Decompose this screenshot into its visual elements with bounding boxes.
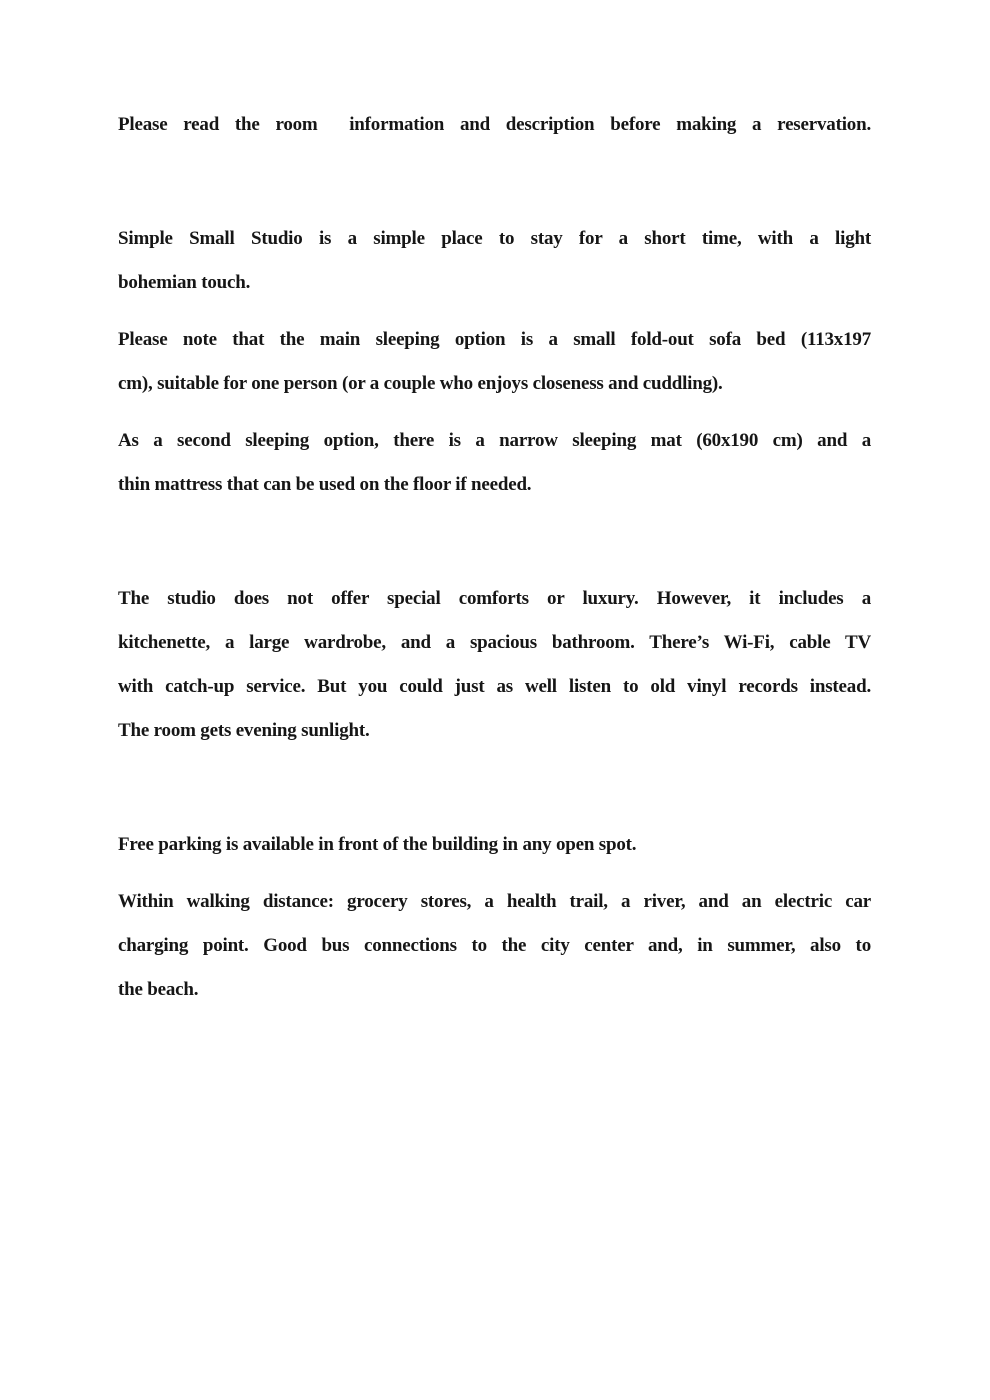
- text-line: cm), suitable for one person (or a couple who enjoys closeness and cuddling).: [118, 373, 723, 394]
- text-line: The studio does not offer special comforts or luxury. However, it includes a: [118, 588, 871, 609]
- text-line: As a second sleeping option, there is a narrow sleeping mat (60x190 cm) and a: [118, 430, 871, 451]
- text-line: Within walking distance: grocery stores, a health trail, a river, and an electric car: [118, 891, 871, 912]
- text-line: thin mattress that can be used on the floor if needed.: [118, 474, 532, 495]
- text-line: bohemian touch.: [118, 272, 251, 293]
- text-line: Free parking is available in front of the building in any open spot.: [118, 834, 637, 855]
- text-line: Please read the room information and description before making a reservation.: [118, 114, 871, 135]
- paragraph: [118, 103, 871, 147]
- text-line: kitchenette, a large wardrobe, and a spacious bathroom. There’s Wi-Fi, cable TV: [118, 632, 871, 653]
- paragraph: [118, 577, 871, 753]
- paragraph: [118, 880, 871, 1012]
- paragraph: [118, 217, 871, 305]
- text-line: The room gets evening sunlight.: [118, 720, 370, 741]
- section-location: [118, 823, 871, 1012]
- text-line: charging point. Good bus connections to the city center and, in summer, also to: [118, 935, 871, 956]
- paragraph: [118, 823, 871, 867]
- paragraph: [118, 318, 871, 406]
- text-line: the beach.: [118, 979, 199, 1000]
- paragraph: [118, 419, 871, 507]
- section-intro: [118, 103, 871, 147]
- text-line: Simple Small Studio is a simple place to stay for a short time, with a light: [118, 228, 871, 249]
- section-amenities: [118, 577, 871, 753]
- section-studio-description: [118, 217, 871, 507]
- text-line: Please note that the main sleeping option is a small fold-out sofa bed (113x197: [118, 329, 871, 350]
- text-line: with catch-up service. But you could just as well listen to old vinyl records instead.: [118, 676, 871, 697]
